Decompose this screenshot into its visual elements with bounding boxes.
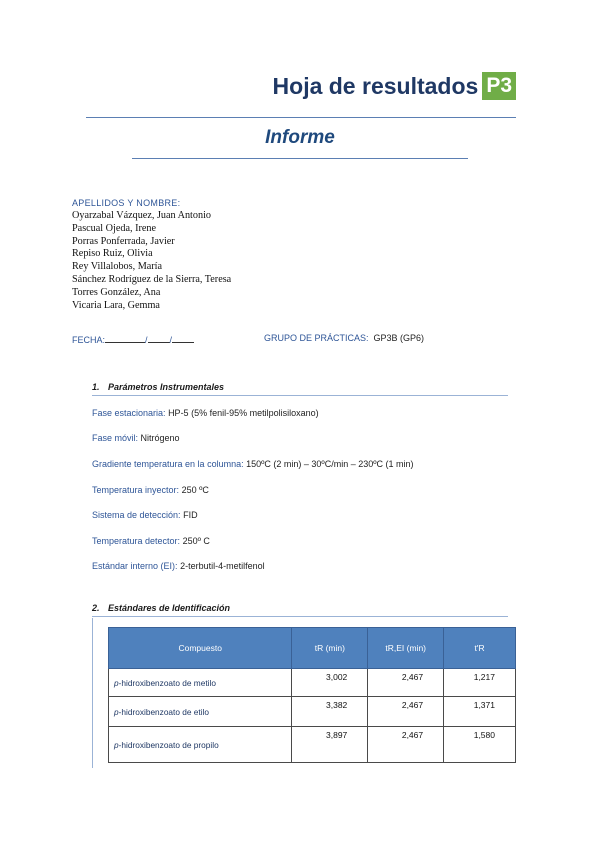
section-side-rule bbox=[92, 618, 93, 768]
param-value: 250º C bbox=[182, 536, 210, 546]
param-label: Temperatura inyector: bbox=[92, 485, 180, 495]
tr-cell: 3,002 bbox=[292, 669, 368, 697]
date-day-blank bbox=[105, 333, 145, 343]
names-label: APELLIDOS Y NOMBRE: bbox=[72, 198, 181, 208]
col-header-trei: tR,EI (min) bbox=[368, 628, 444, 669]
report-subtitle: Informe bbox=[265, 127, 335, 148]
section-title: Estándares de Identificación bbox=[108, 603, 231, 613]
col-header-compound: Compuesto bbox=[109, 628, 292, 669]
param-label: Sistema de detección: bbox=[92, 510, 181, 520]
date-field: FECHA: / / bbox=[72, 333, 194, 345]
header-rule bbox=[86, 117, 516, 118]
date-month-blank bbox=[148, 333, 170, 343]
student-names bbox=[72, 210, 231, 312]
trei-cell: 2,467 bbox=[368, 669, 444, 697]
trel-cell: 1,580 bbox=[444, 727, 516, 763]
section-rule bbox=[92, 395, 508, 396]
table-row bbox=[109, 669, 516, 697]
header bbox=[273, 72, 516, 100]
section-number: 2. bbox=[92, 603, 100, 613]
compound-name: -hidroxibenzoato de propilo bbox=[118, 739, 219, 750]
student-name: Oyarzabal Vázquez, Juan Antonio bbox=[72, 210, 211, 221]
standards-table bbox=[108, 627, 516, 763]
param-value: 150ºC (2 min) – 30ºC/min – 230ºC (1 min) bbox=[246, 459, 414, 469]
param-label: Temperatura detector: bbox=[92, 536, 181, 546]
param-detector-temp bbox=[92, 536, 210, 546]
student-name: Vicaria Lara, Gemma bbox=[72, 299, 160, 311]
param-value: FID bbox=[183, 510, 198, 520]
student-name: Torres González, Ana bbox=[72, 286, 161, 298]
compound-name: -hidroxibenzoato de metilo bbox=[118, 677, 216, 688]
compound-cell bbox=[109, 727, 292, 763]
student-name: Rey Villalobos, María bbox=[72, 261, 163, 273]
page-title: Hoja de resultados bbox=[272, 72, 479, 99]
table-row bbox=[109, 727, 516, 763]
student-name: Repiso Ruiz, Olivia bbox=[72, 248, 153, 260]
compound-prefix: p bbox=[114, 706, 119, 717]
col-header-trel: t'R bbox=[444, 628, 516, 669]
param-value: Nitrógeno bbox=[140, 433, 180, 443]
student-name: Porras Ponferrada, Javier bbox=[72, 235, 175, 247]
section-title: Parámetros Instrumentales bbox=[108, 382, 225, 392]
trel-cell: 1,217 bbox=[444, 669, 516, 697]
practice-badge: P3 bbox=[482, 72, 516, 100]
trei-cell: 2,467 bbox=[368, 697, 444, 727]
compound-cell bbox=[109, 669, 292, 697]
compound-prefix: p bbox=[114, 739, 119, 750]
param-value: HP-5 (5% fenil-95% metilpolisiloxano) bbox=[168, 408, 319, 418]
student-name: Sánchez Rodríguez de la Sierra, Teresa bbox=[72, 273, 232, 285]
param-temp-gradient bbox=[92, 459, 414, 469]
section-number: 1. bbox=[92, 382, 100, 392]
param-value: 250 ºC bbox=[181, 485, 209, 495]
date-year-blank bbox=[172, 333, 194, 343]
table-header-row bbox=[109, 628, 516, 669]
trei-cell: 2,467 bbox=[368, 727, 444, 763]
param-value: 2-terbutil-4-metilfenol bbox=[180, 561, 265, 571]
section-rule bbox=[92, 616, 508, 617]
param-detection-system bbox=[92, 510, 198, 520]
param-label: Fase móvil: bbox=[92, 433, 139, 443]
param-label: Estándar interno (EI): bbox=[92, 561, 178, 571]
param-label: Gradiente temperatura en la columna: bbox=[92, 459, 244, 469]
tr-cell: 3,382 bbox=[292, 697, 368, 727]
group-value: GP3B (GP6) bbox=[373, 333, 425, 343]
group-label: GRUPO DE PRÁCTICAS: bbox=[264, 333, 369, 343]
param-injector-temp bbox=[92, 485, 209, 495]
param-internal-standard bbox=[92, 561, 265, 571]
student-name: Pascual Ojeda, Irene bbox=[72, 222, 157, 234]
trel-cell: 1,371 bbox=[444, 697, 516, 727]
compound-name: -hidroxibenzoato de etilo bbox=[118, 706, 210, 717]
col-header-tr: tR (min) bbox=[292, 628, 368, 669]
subtitle-rule bbox=[132, 158, 468, 159]
param-label: Fase estacionaria: bbox=[92, 408, 166, 418]
section-heading bbox=[92, 603, 230, 613]
practice-group bbox=[264, 333, 424, 343]
compound-prefix: p bbox=[114, 677, 119, 688]
date-label: FECHA: bbox=[72, 335, 106, 345]
param-stationary-phase bbox=[92, 408, 319, 418]
compound-cell bbox=[109, 697, 292, 727]
param-mobile-phase bbox=[92, 433, 180, 443]
section-heading bbox=[92, 382, 224, 392]
tr-cell: 3,897 bbox=[292, 727, 368, 763]
table-row bbox=[109, 697, 516, 727]
